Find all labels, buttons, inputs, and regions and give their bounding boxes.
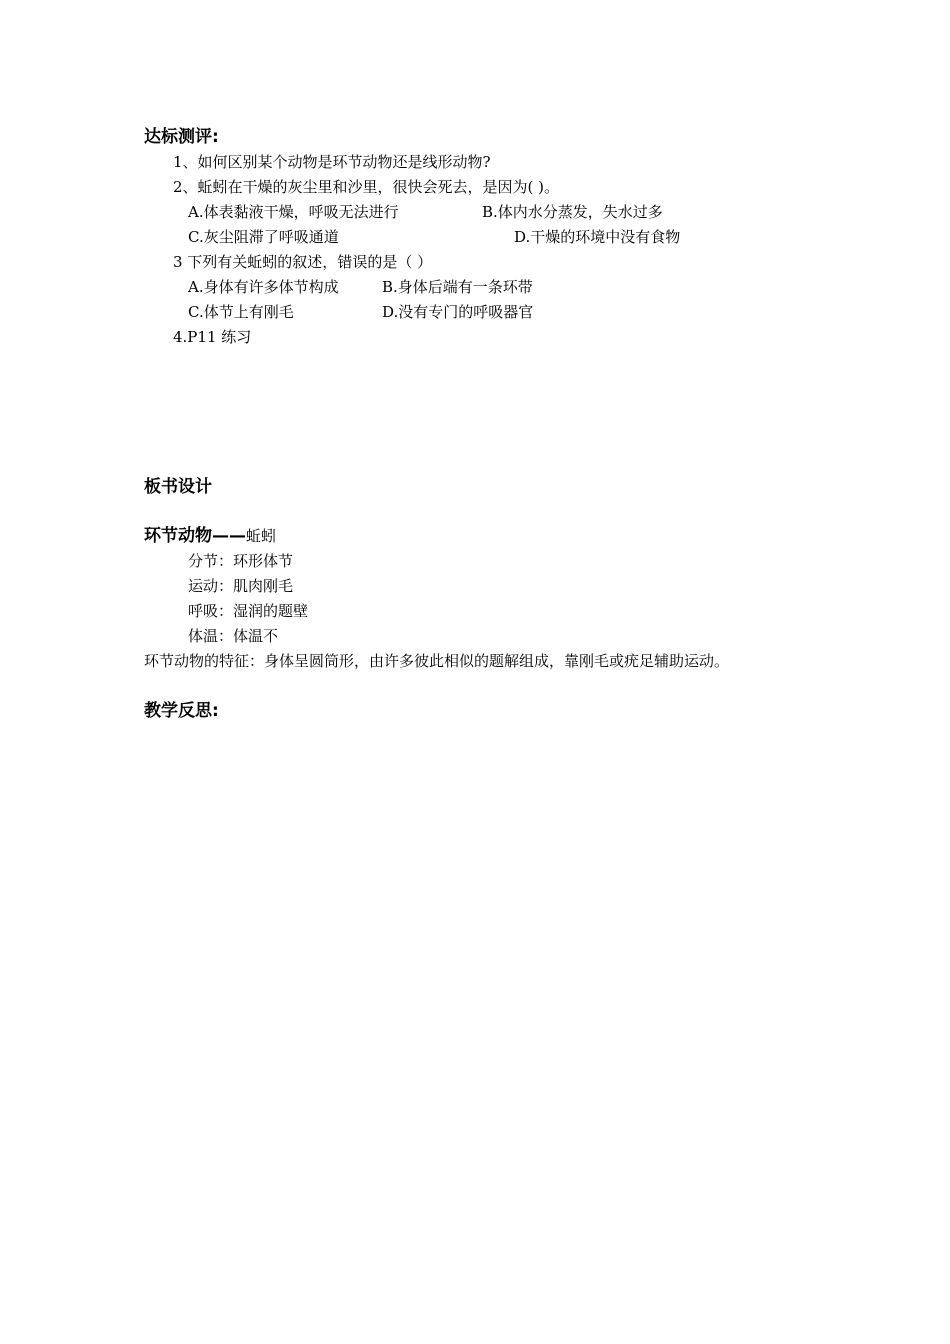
question-3-option-b: B.身体后端有一条环带: [382, 278, 533, 296]
reflection-heading: 教学反思:: [144, 701, 219, 721]
question-3-option-d: D.没有专门的呼吸器官: [382, 303, 534, 321]
board-item-respiration: 呼吸：湿润的题壁: [188, 602, 309, 620]
board-title-bold: 环节动物——: [144, 526, 246, 546]
board-design-heading: 板书设计: [144, 477, 212, 497]
board-title: [144, 526, 276, 546]
board-feature-text: 环节动物的特征：身体呈圆筒形，由许多彼此相似的题解组成，靠刚毛或疣足辅助运动。: [144, 652, 730, 670]
question-3-option-c: C.体节上有刚毛: [188, 303, 294, 321]
question-4: 4.P11 练习: [173, 328, 252, 346]
question-2-option-a: A.体表黏液干燥，呼吸无法进行: [188, 203, 399, 221]
question-2-option-d: D.干燥的环境中没有食物: [514, 228, 681, 246]
question-3-stem: 3 下列有关蚯蚓的叙述，错误的是（ ）: [173, 253, 433, 271]
question-2-option-b: B.体内水分蒸发，失水过多: [482, 203, 663, 221]
assessment-heading: 达标测评:: [144, 127, 219, 147]
board-title-normal: 蚯蚓: [246, 527, 277, 545]
board-item-movement: 运动：肌肉刚毛: [188, 577, 294, 595]
question-2-option-c: C.灰尘阻滞了呼吸通道: [188, 228, 339, 246]
question-1: 1、如何区别某个动物是环节动物还是线形动物?: [173, 153, 491, 171]
question-3-option-a: A.身体有许多体节构成: [188, 278, 339, 296]
board-item-temperature: 体温：体温不: [188, 627, 279, 645]
board-item-segmentation: 分节：环形体节: [188, 552, 294, 570]
question-2-stem: 2、蚯蚓在干燥的灰尘里和沙里，很快会死去，是因为( )。: [173, 178, 560, 196]
